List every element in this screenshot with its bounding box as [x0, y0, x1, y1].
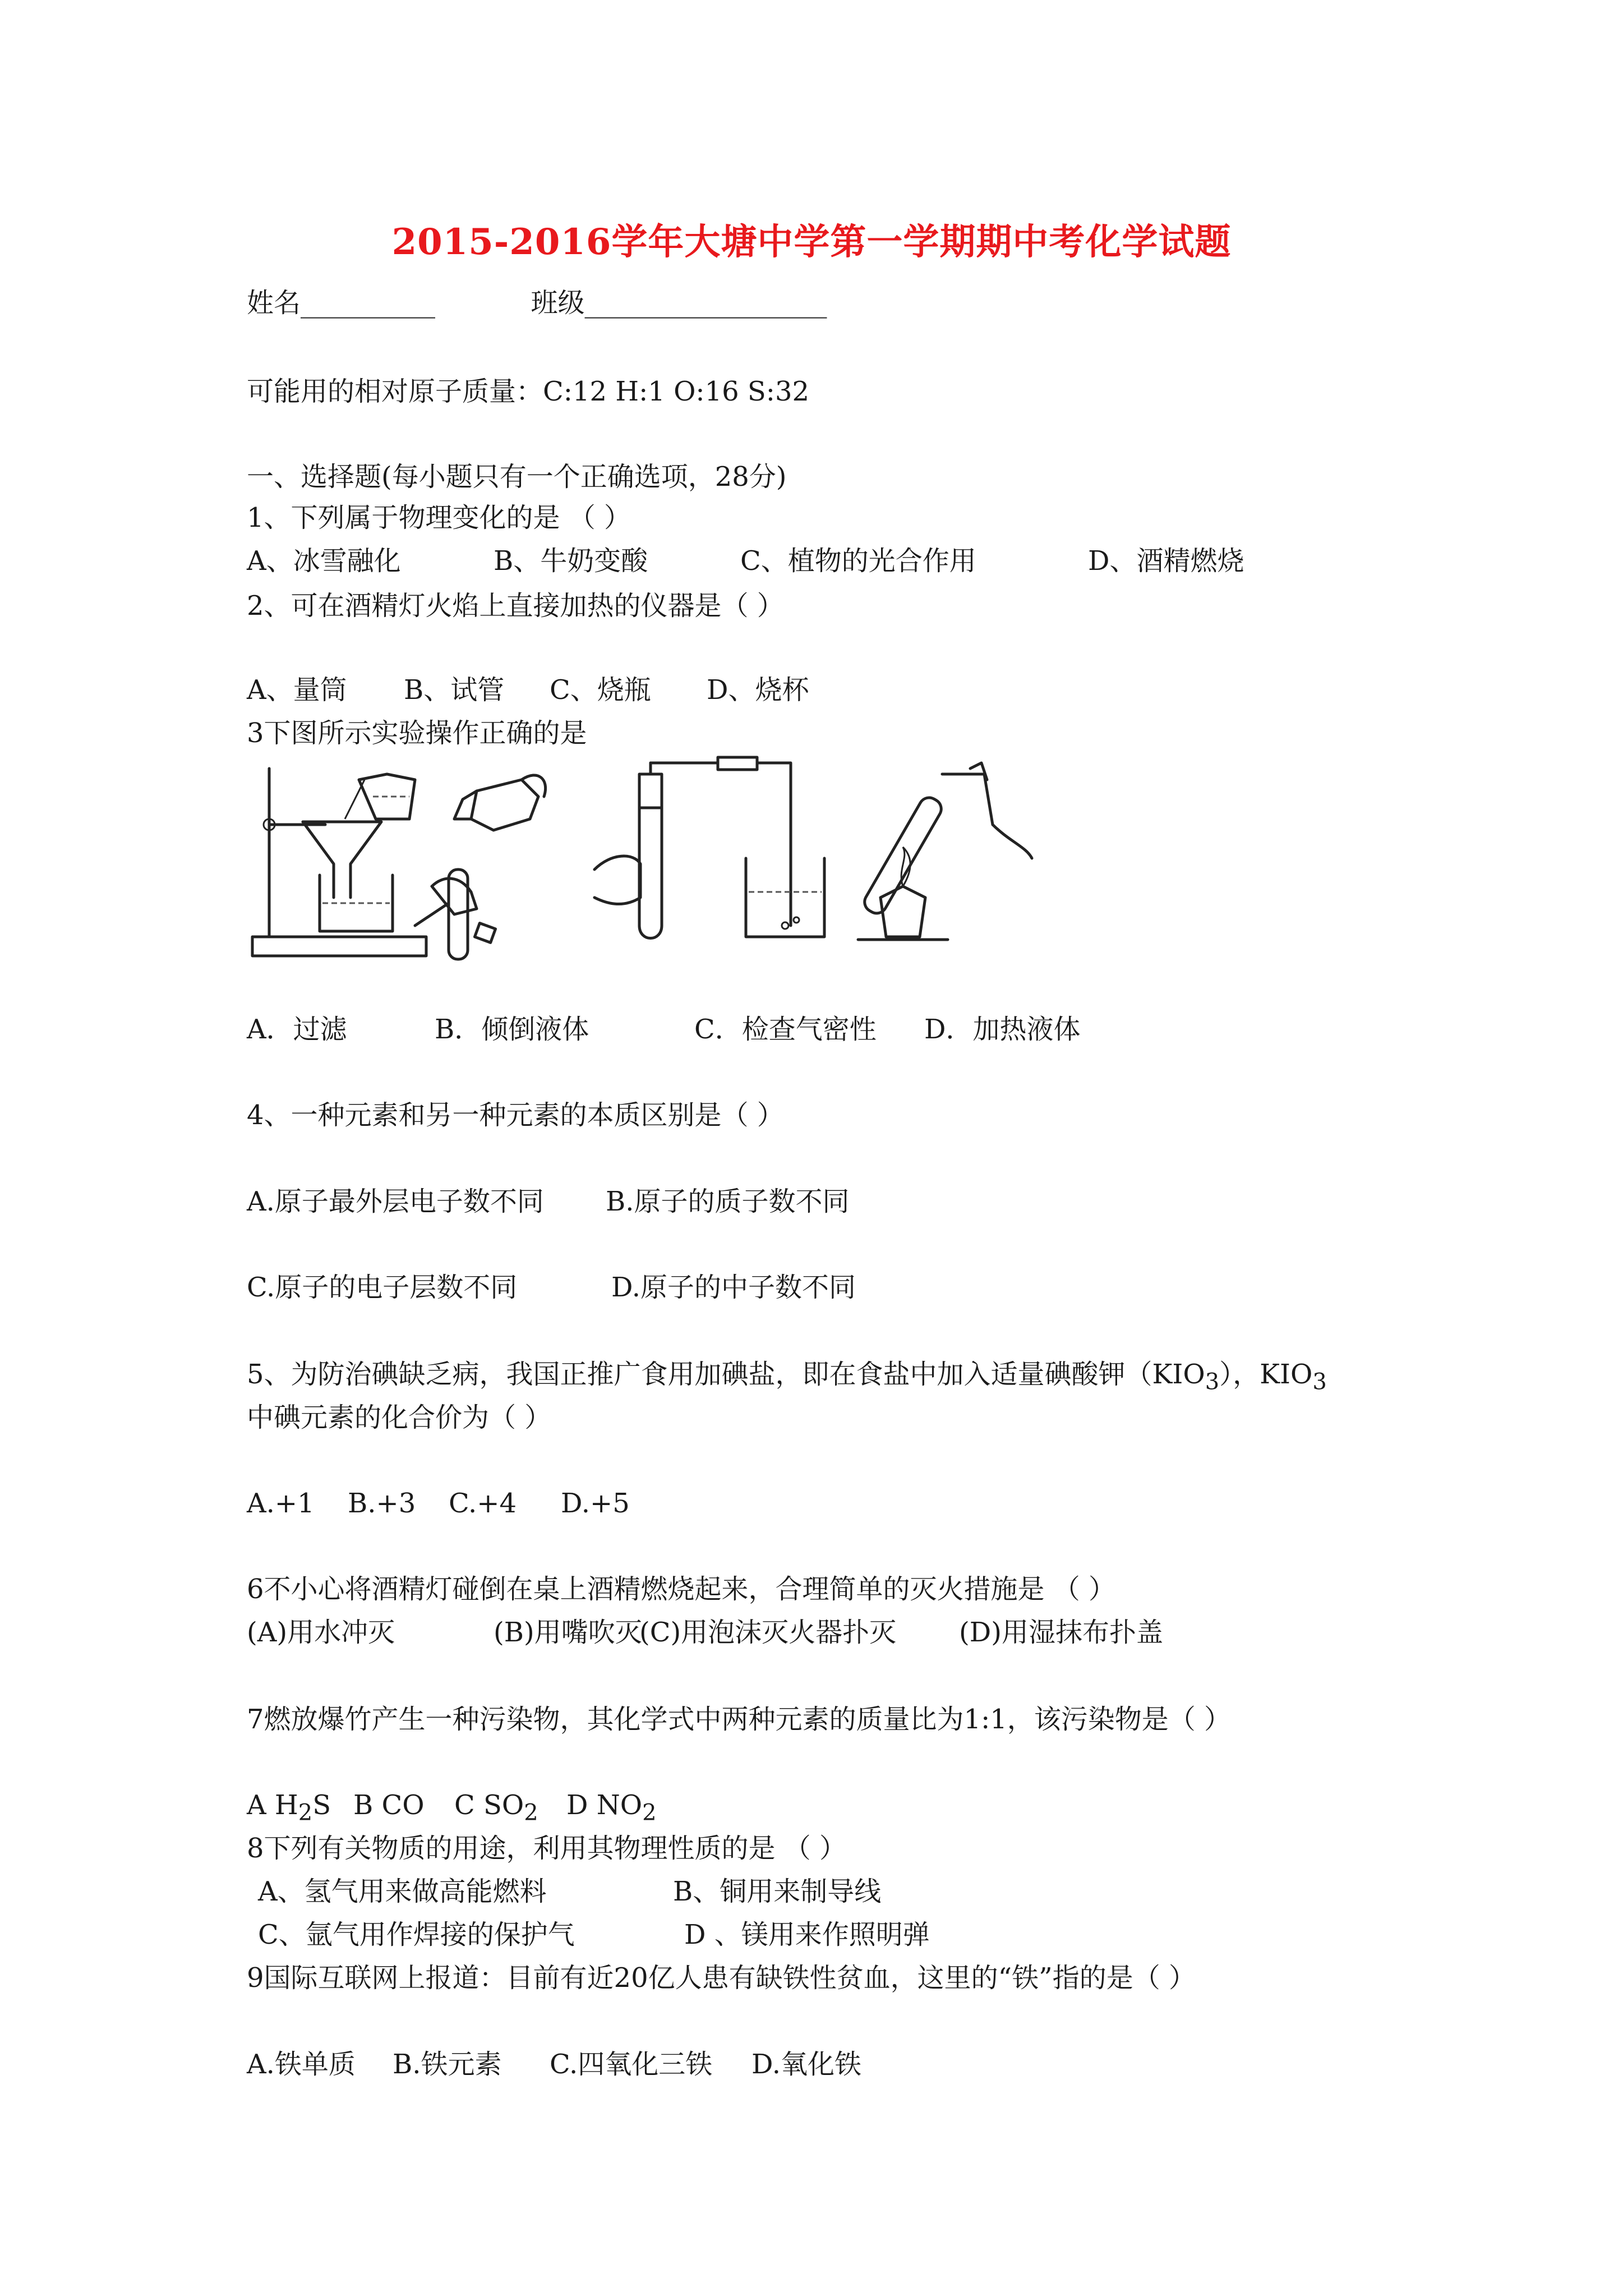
q5-option-b: B.+3 [348, 1488, 416, 1519]
q5-option-c: C.+4 [449, 1488, 517, 1519]
q1-option-c: C、植物的光合作用 [740, 545, 976, 577]
q9-option-d: D.氧化铁 [751, 2049, 862, 2080]
q4-option-d: D.原子的中子数不同 [611, 1272, 856, 1303]
student-info-row [247, 286, 827, 320]
question-4-options-row2 [247, 1271, 856, 1304]
q3-option-d: D．加热液体 [924, 1014, 1081, 1045]
q7-option-a-subscript: 2 [298, 1800, 313, 1826]
q5-stem-text: ），KIO [1219, 1359, 1313, 1390]
q5-option-a: A.+1 [247, 1488, 315, 1519]
q2-option-a: A、量筒 [247, 674, 347, 706]
q5-subscript: 3 [1312, 1369, 1327, 1395]
q8-option-c: C、氩气用作焊接的保护气 [258, 1919, 575, 1950]
question-8-options-row2 [258, 1918, 930, 1952]
q4-option-a: A.原子最外层电子数不同 [247, 1186, 544, 1217]
q1-option-b: B、牛奶变酸 [494, 545, 648, 577]
question-4-stem: 4、一种元素和另一种元素的本质区别是（ ） [247, 1099, 784, 1131]
filtration-diagram [247, 757, 437, 959]
q5-stem-text: 5、为防治碘缺乏病，我国正推广食用加碘盐，即在食盐中加入适量碘酸钾（KIO [247, 1359, 1205, 1390]
q5-option-d: D.+5 [561, 1488, 630, 1519]
q9-option-a: A.铁单质 [247, 2049, 356, 2080]
question-7-options [247, 1788, 657, 1830]
q7-option-c-text: C SO [454, 1789, 524, 1821]
q7-option-a-text: A H [247, 1789, 298, 1821]
question-5-stem-line1 [247, 1358, 1327, 1399]
q2-option-b: B、试管 [404, 674, 505, 706]
q1-option-d: D、酒精燃烧 [1088, 545, 1244, 577]
q7-option-a [247, 1788, 353, 1830]
heating-liquid-diagram [858, 757, 1038, 948]
question-7-stem: 7燃放爆竹产生一种污染物，其化学式中两种元素的质量比为1:1，该污染物是（ ） [247, 1704, 1232, 1735]
question-5-options [247, 1487, 630, 1520]
question-9-stem: 9国际互联网上报道：目前有近20亿人患有缺铁性贫血，这里的“铁”指的是（ ） [247, 1962, 1196, 1994]
pouring-liquid-diagram [409, 757, 555, 965]
exam-title: 2015-2016学年大塘中学第一学期期中考化学试题 [391, 221, 1232, 263]
q7-option-d [566, 1788, 657, 1830]
question-9-options [247, 2047, 861, 2081]
question-6-stem: 6不小心将酒精灯碰倒在桌上酒精燃烧起来，合理简单的灭火措施是 （ ） [247, 1573, 1116, 1605]
q4-option-b: B.原子的质子数不同 [606, 1186, 850, 1217]
question-1-stem: 1、下列属于物理变化的是 （ ） [247, 502, 631, 533]
class-field-label: 班级__________________ [531, 287, 827, 319]
question-4-options-row1 [247, 1185, 850, 1218]
q3-option-c: C．检查气密性 [694, 1014, 877, 1045]
q5-subscript: 3 [1205, 1369, 1220, 1395]
q9-option-c: C.四氧化三铁 [550, 2049, 713, 2080]
atomic-mass-note: 可能用的相对原子质量：C:12 H:1 O:16 S:32 [247, 376, 810, 407]
q8-option-d: D 、镁用来作照明弹 [684, 1919, 930, 1950]
q6-option-a: (A)用水冲灭 [247, 1617, 395, 1648]
q3-option-a: A．过滤 [247, 1014, 347, 1045]
q8-option-a: A、氢气用来做高能燃料 [258, 1876, 547, 1907]
question-8-stem: 8下列有关物质的用途，利用其物理性质的是 （ ） [247, 1833, 847, 1864]
question-8-options-row1 [258, 1875, 881, 1908]
question-2-stem: 2、可在酒精灯火焰上直接加热的仪器是（ ） [247, 590, 784, 622]
question-6-options [247, 1616, 1163, 1649]
question-5-stem-line2: 中碘元素的化合价为（ ） [247, 1402, 552, 1433]
q8-option-b: B、铜用来制导线 [673, 1876, 882, 1907]
section-title: 一、选择题(每小题只有一个正确选项，28分) [247, 461, 787, 493]
q7-option-b: B CO [353, 1789, 425, 1821]
question-2-options [247, 673, 809, 707]
q6-option-d: (D)用湿抹布扑盖 [959, 1617, 1163, 1648]
question-1-options [247, 544, 1244, 578]
q9-option-b: B.铁元素 [393, 2049, 502, 2080]
q7-option-a-text: S [312, 1789, 331, 1821]
q7-option-c-subscript: 2 [524, 1800, 538, 1826]
q7-option-d-text: D NO [566, 1789, 643, 1821]
q6-option-b: (B)用嘴吹灭 [494, 1617, 642, 1648]
question-3-options [247, 1013, 1081, 1046]
airtightness-check-diagram [594, 757, 830, 948]
q1-option-a: A、冰雪融化 [247, 545, 401, 577]
q2-option-c: C、烧瓶 [550, 674, 651, 706]
q2-option-d: D、烧杯 [707, 674, 809, 706]
q6-option-c: (C)用泡沫灭火器扑灭 [639, 1617, 897, 1648]
question-3-stem: 3下图所示实验操作正确的是 [247, 717, 587, 749]
q7-option-d-subscript: 2 [642, 1800, 657, 1826]
q4-option-c: C.原子的电子层数不同 [247, 1272, 518, 1303]
q7-option-c [454, 1788, 566, 1830]
name-field-label: 姓名__________ [247, 287, 436, 319]
q3-option-b: B．倾倒液体 [435, 1014, 589, 1045]
